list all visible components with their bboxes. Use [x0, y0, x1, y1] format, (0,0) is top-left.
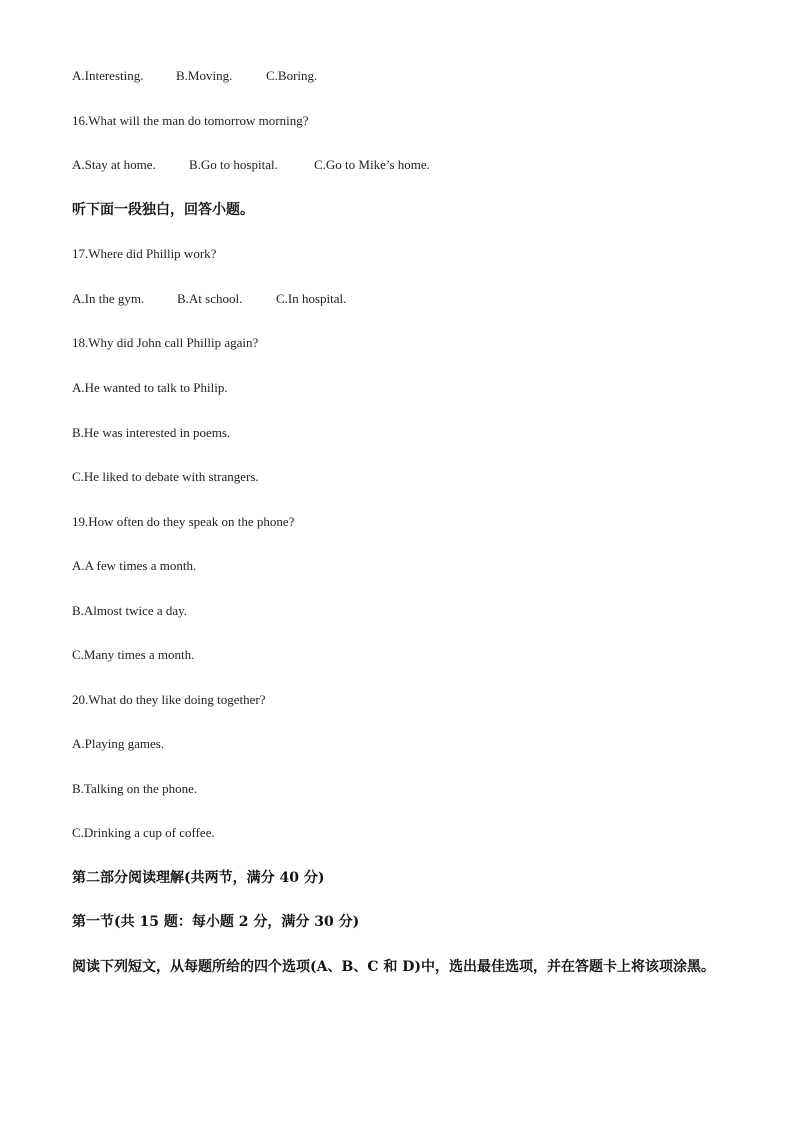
q17-option-a: A.In the gym. — [72, 291, 145, 306]
section1-heading: 第一节(共 15 题：每小题 2 分，满分 30 分) — [72, 914, 360, 930]
q20-option-a: A.Playing games. — [72, 736, 165, 751]
q20-option-b: B.Talking on the phone. — [72, 781, 198, 796]
q19-question: 19.How often do they speak on the phone? — [72, 514, 295, 529]
q15-option-b: B.Moving. — [176, 68, 233, 83]
q16-option-b: B.Go to hospital. — [189, 157, 278, 172]
q19-option-a: A.A few times a month. — [72, 558, 197, 573]
reading-instruction: 阅读下列短文，从每题所给的四个选项(A、B、C 和 D)中，选出最佳选项，并在答题卡上将该项涂黑。 — [72, 959, 715, 975]
q15-option-a: A.Interesting. — [72, 68, 144, 83]
q16-option-a: A.Stay at home. — [72, 157, 156, 172]
q17-question: 17.Where did Phillip work? — [72, 246, 217, 261]
q17-option-b: B.At school. — [177, 291, 243, 306]
q18-question: 18.Why did John call Phillip again? — [72, 335, 259, 350]
q20-question: 20.What do they like doing together? — [72, 692, 266, 707]
q15-option-c: C.Boring. — [266, 68, 318, 83]
q18-option-b: B.He was interested in poems. — [72, 425, 231, 440]
q18-option-a: A.He wanted to talk to Philip. — [72, 380, 228, 395]
q17-option-c: C.In hospital. — [276, 291, 347, 306]
q19-option-c: C.Many times a month. — [72, 647, 195, 662]
q16-option-c: C.Go to Mike’s home. — [314, 157, 430, 172]
q18-option-c: C.He liked to debate with strangers. — [72, 469, 259, 484]
part2-heading: 第二部分阅读理解(共两节，满分 40 分) — [72, 870, 325, 886]
q16-question: 16.What will the man do tomorrow morning? — [72, 113, 309, 128]
monologue-instruction: 听下面一段独白，回答小题。 — [72, 202, 254, 218]
q20-option-c: C.Drinking a cup of coffee. — [72, 825, 215, 840]
q19-option-b: B.Almost twice a day. — [72, 603, 188, 618]
